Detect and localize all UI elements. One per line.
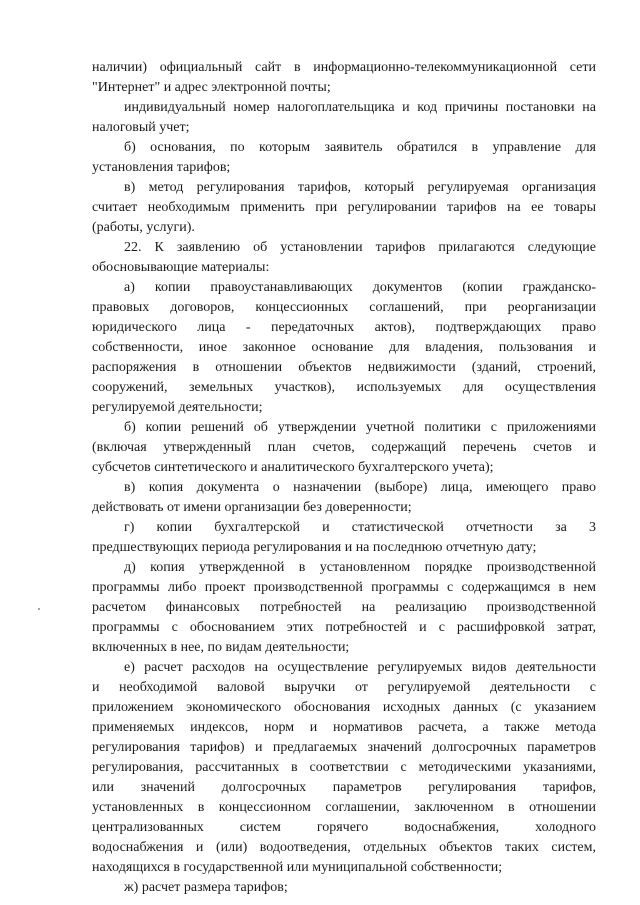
text-line: действовать от имени организации без доверенности; xyxy=(92,500,412,515)
text-line: регулирования тарифов) и предлагаемых значений долгосрочных параметров xyxy=(92,740,596,755)
text-line: расчетом финансовых потребностей на реализацию производственной xyxy=(92,600,596,615)
text-line: программы с обоснованием этих потребностей и с расшифровкой затрат, xyxy=(92,620,596,635)
text-line: считает необходимым применить при регулировании тарифов на ее товары xyxy=(92,200,596,215)
text-line: регулируемой деятельности; xyxy=(92,400,263,415)
text-line: б) основания, по которым заявитель обратился в управление для xyxy=(124,140,596,155)
text-line: г) копии бухгалтерской и статистической отчетности за 3 xyxy=(124,520,596,535)
text-line: централизованных систем горячего водоснабжения, холодного xyxy=(92,820,596,835)
text-line: и необходимой валовой выручки от регулируемой деятельности с xyxy=(92,680,596,695)
text-line: налоговый учет; xyxy=(92,120,190,135)
text-line: программы либо проект производственной программы с содержащимся в нем xyxy=(92,580,596,595)
text-line: обосновывающие материалы: xyxy=(92,260,270,275)
text-line: в) копия документа о назначении (выборе) лица, имеющего право xyxy=(124,480,596,495)
text-line: предшествующих периода регулирования и на последнюю отчетную дату; xyxy=(92,540,537,555)
text-line: б) копии решений об утверждении учетной политики с приложениями xyxy=(124,420,596,435)
text-line: индивидуальный номер налогоплательщика и код причины постановки на xyxy=(124,100,596,115)
text-line: "Интернет" и адрес электронной почты; xyxy=(92,80,331,95)
text-line: 22. К заявлению об установлении тарифов прилагаются следующие xyxy=(124,240,596,255)
text-line: в) метод регулирования тарифов, который регулируемая организация xyxy=(124,180,596,195)
text-line: субсчетов синтетического и аналитического бухгалтерского учета); xyxy=(92,460,494,475)
text-line: правовых договоров, концессионных соглашений, при реорганизации xyxy=(92,300,596,315)
text-line: собственности, иное законное основание для владения, пользования и xyxy=(92,340,596,355)
text-line: ж) расчет размера тарифов; xyxy=(124,880,288,895)
text-line: находящихся в государственной или муниципальной собственности; xyxy=(92,860,503,875)
text-line: регулирования, рассчитанных в соответствии с методическими указаниями, xyxy=(92,760,596,775)
text-line: водоснабжения и (или) водоотведения, отдельных объектов таких систем, xyxy=(92,840,596,855)
text-line: (включая утвержденный план счетов, содержащий перечень счетов и xyxy=(92,440,596,455)
text-line: или значений долгосрочных параметров регулирования тарифов, xyxy=(92,780,596,795)
text-line: включенных в нее, по видам деятельности; xyxy=(92,640,350,655)
text-line: а) копии правоустанавливающих документов (копии гражданско- xyxy=(124,280,596,295)
text-line: установленных в концессионном соглашении, заключенном в отношении xyxy=(92,800,596,815)
text-line: д) копия утвержденной в установленном порядке производственной xyxy=(124,560,596,575)
scan-speck xyxy=(38,608,40,610)
text-line: применяемых индексов, норм и нормативов расчета, а также метода xyxy=(92,720,596,735)
text-line: (работы, услуги). xyxy=(92,220,195,235)
text-line: установления тарифов; xyxy=(92,160,231,175)
text-line: сооружений, земельных участков), используемых для осуществления xyxy=(92,380,596,395)
text-line: наличии) официальный сайт в информационно-телекоммуникационной сети xyxy=(92,60,596,75)
text-line: юридического лица - передаточных актов), подтверждающих право xyxy=(92,320,596,335)
text-line: распоряжения в отношении объектов недвижимости (зданий, строений, xyxy=(92,360,596,375)
text-line: приложением экономического обоснования исходных данных (с указанием xyxy=(92,700,596,715)
text-line: е) расчет расходов на осуществление регулируемых видов деятельности xyxy=(124,660,596,675)
